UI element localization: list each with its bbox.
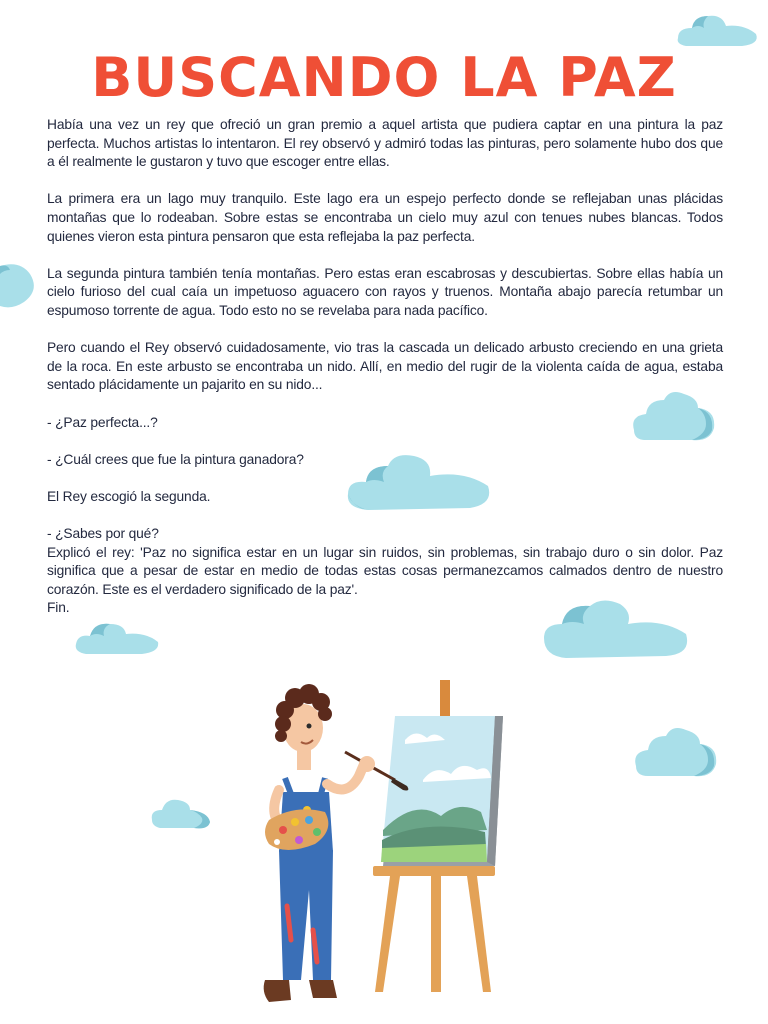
rey-explicacion: Explicó el rey: 'Paz no significa estar en un lugar sin ruidos, sin problemas, sin trabajo duro o sin dolor. Paz significa que a pesar de estar en medio de todas estas cosas permanezcamos calmados dentro de nuestro corazón. Este es el verdadero significado de la paz'.: [47, 544, 723, 597]
dialogue-sabes-por-que: - ¿Sabes por qué?: [47, 526, 159, 542]
story-body: [47, 116, 723, 618]
page-title: BUSCANDO LA PAZ: [91, 46, 677, 109]
paragraph-3: La segunda pintura también tenía montañas. Pero estas eran escabrosas y descubiertas. Sobre ellas había un cielo furioso del cual caía un impetuoso aguacero con rayos y truenos. Montaña abajo parecía retumbar un espumoso torrente de agua. Todo esto no se revelaba para nada pacífico.: [47, 265, 723, 318]
story-end: Fin.: [47, 600, 70, 616]
painter-figure: [264, 684, 375, 1002]
rey-escogio: El Rey escogió la segunda.: [47, 488, 211, 504]
easel: [373, 866, 495, 992]
cloud-left-edge: [0, 256, 36, 312]
paragraph-1: Había una vez un rey que ofreció un gran premio a aquel artista que pudiera captar en una pintura la paz perfecta. Muchos artistas lo intentaron. El rey observó y admiró todas las pinturas, pero solamente hubo dos que a él realmente le gustaron y tuvo que escoger entre ellas.: [47, 117, 723, 170]
cloud-left-small: [148, 796, 214, 832]
cloud-top-right: [672, 8, 762, 50]
painter-illustration: [255, 680, 515, 1016]
dialogue-paz-perfecta: - ¿Paz perfecta...?: [47, 414, 158, 430]
canvas-painting: [381, 716, 503, 866]
paragraph-2: La primera era un lago muy tranquilo. Este lago era un espejo perfecto donde se reflejaban unas plácidas montañas que lo rodeaban. Sobre estas se encontraba un cielo muy azul con tenues nubes blancas. Todos quienes vieron esta pintura pensaron que esta reflejaba la paz perfecta.: [47, 191, 723, 244]
dialogue-pintura-ganadora: - ¿Cuál crees que fue la pintura ganadora?: [47, 451, 304, 467]
cloud-right-low: [630, 722, 720, 780]
easel-top-post: [440, 680, 450, 720]
cloud-left-low: [72, 618, 162, 658]
paragraph-4: Pero cuando el Rey observó cuidadosamente, vio tras la cascada un delicado arbusto creciendo en una grieta de la roca. En este arbusto se encontraba un nido. Allí, en medio del rugir de la violenta caída de agua, estaba sentado plácidamente un pajarito en su nido...: [47, 340, 723, 393]
